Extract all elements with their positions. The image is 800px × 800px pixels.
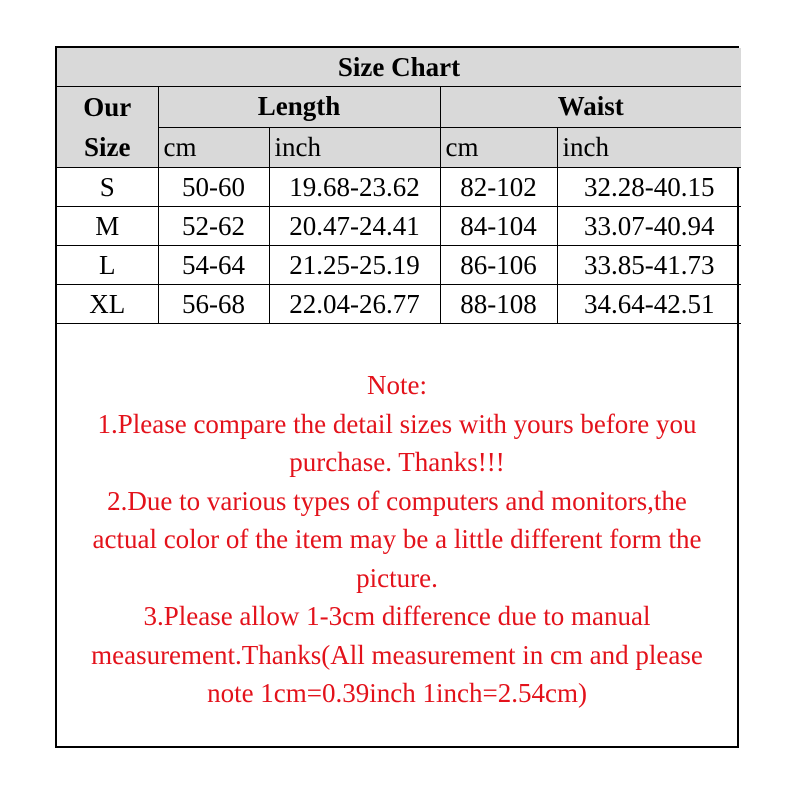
notes-section: [57, 366, 737, 713]
length-cm-value: 56-68: [158, 285, 269, 324]
length-cm-value: 50-60: [158, 168, 269, 207]
length-cm-value: 52-62: [158, 207, 269, 246]
length-inch-value: 19.68-23.62: [269, 168, 440, 207]
waist-cm-value: 84-104: [440, 207, 557, 246]
length-cm-value: 54-64: [158, 246, 269, 285]
note-line: picture.: [356, 562, 438, 593]
waist-inch-value: 32.28-40.15: [557, 168, 741, 207]
unit-header-row: [57, 127, 741, 168]
length-inch-value: 20.47-24.41: [269, 207, 440, 246]
size-label: S: [57, 168, 158, 207]
size-label: M: [57, 207, 158, 246]
length-group-header: Length: [158, 87, 440, 128]
waist-cm-value: 88-108: [440, 285, 557, 324]
size-header-line1: Our: [83, 92, 132, 122]
waist-inch-value: 33.07-40.94: [557, 207, 741, 246]
title-row: [57, 48, 741, 87]
note-line: purchase. Thanks!!!: [289, 447, 505, 477]
size-column-header: [57, 87, 158, 168]
waist-cm-value: 82-102: [440, 168, 557, 207]
note-line: actual color of the item may be a little different form the: [92, 524, 702, 554]
waist-cm-header: cm: [440, 127, 557, 168]
note-line: measurement.Thanks(All measurement in cm and please: [91, 639, 703, 670]
waist-inch-header: inch: [557, 127, 741, 168]
note-line: note 1cm=0.39inch 1inch=2.54cm): [207, 678, 587, 708]
group-header-row: [57, 87, 741, 128]
length-inch-value: 21.25-25.19: [269, 246, 440, 285]
waist-group-header: Waist: [440, 87, 741, 128]
length-cm-header: cm: [158, 127, 269, 168]
size-header-line2: Size: [84, 132, 131, 162]
length-inch-value: 22.04-26.77: [269, 285, 440, 324]
table-row: [57, 168, 741, 207]
table-row: [57, 285, 741, 324]
chart-title: Size Chart: [57, 48, 741, 87]
size-label: L: [57, 246, 158, 285]
size-chart-table: [57, 48, 741, 324]
table-row: [57, 207, 741, 246]
note-line: 2.Due to various types of computers and monitors,the: [107, 485, 687, 516]
note-line: 1.Please compare the detail sizes with yours before you: [97, 408, 697, 439]
waist-cm-value: 86-106: [440, 246, 557, 285]
size-label: XL: [57, 285, 158, 324]
note-heading: Note:: [367, 370, 427, 400]
note-line: 3.Please allow 1-3cm difference due to manual: [143, 601, 651, 631]
waist-inch-value: 34.64-42.51: [557, 285, 741, 324]
size-chart-card: [55, 46, 739, 748]
waist-inch-value: 33.85-41.73: [557, 246, 741, 285]
table-row: [57, 246, 741, 285]
length-inch-header: inch: [269, 127, 440, 168]
